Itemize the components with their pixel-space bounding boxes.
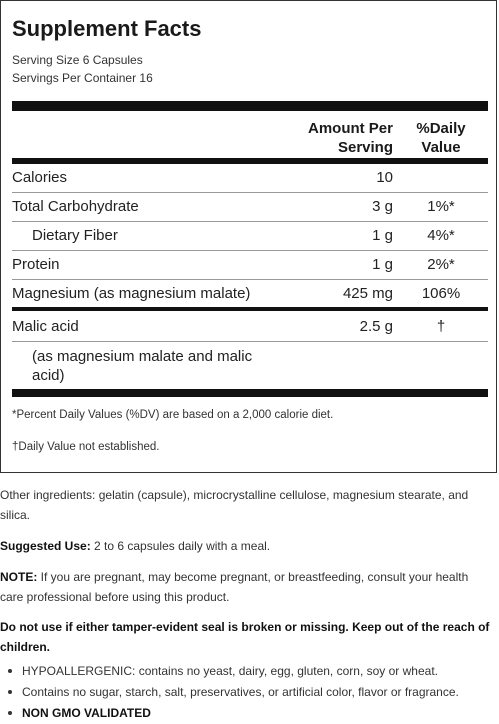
row-dv-protein: 2%* [427,256,455,273]
row-amount-dietary-fiber: 1 g [372,227,393,244]
header-thick-bar [12,158,488,164]
suggested-use-text: 2 to 6 capsules daily with a meal. [90,539,271,553]
malic-acid-source-note: (as magnesium malate and malic acid) [32,348,253,384]
list-item: Contains no sugar, starch, salt, preservatives, or artificial color, flavor or fragrance. [0,682,495,703]
bullet-icon [8,669,12,673]
note-text-line2: care professional before using this product. [0,590,230,604]
top-thick-bar [12,101,488,111]
row-label-magnesium: Magnesium (as magnesium malate) [12,285,251,302]
list-item: NON GMO VALIDATED [0,703,495,724]
servings-per-container: Servings Per Container 16 [12,71,153,85]
row-divider [12,221,488,222]
row-amount-protein: 1 g [372,256,393,273]
pregnancy-note [0,567,495,607]
header-amount-per-serving: Amount Per Serving [307,120,393,156]
row-amount-magnesium: 425 mg [342,285,393,302]
row-amount-malic-acid: 2.5 g [359,318,393,335]
footnote-daily-value-not-established: †Daily Value not established. [12,441,160,453]
row-dv-malic-acid: † [436,318,446,335]
row-label-calories: Calories [12,169,68,186]
row-dv-dietary-fiber: 4%* [427,227,455,244]
footnote-percent-daily-values: *Percent Daily Values (%DV) are based on a 2,000 calorie diet. [12,409,334,421]
note-label: NOTE: [0,570,38,584]
section-thick-bar [12,307,488,311]
row-label-total-carbohydrate: Total Carbohydrate [12,198,139,215]
list-item: HYPOALLERGENIC: contains no yeast, dairy, egg, gluten, corn, soy or wheat. [0,661,495,682]
header-daily-value: %Daily Value [416,120,466,156]
serving-size: Serving Size 6 Capsules [12,53,143,67]
row-amount-total-carbohydrate: 3 g [372,198,393,215]
suggested-use-label: Suggested Use: [0,539,91,553]
panel-title: Supplement Facts [12,16,202,41]
row-label-protein: Protein [12,256,60,273]
row-label-malic-acid: Malic acid [12,318,79,335]
row-divider [12,250,488,251]
other-ingredients: Other ingredients: gelatin (capsule), microcrystalline cellulose, magnesium stearate, and silica. [0,488,469,522]
feature-bullet-list [0,661,495,724]
row-dv-magnesium: 106% [421,285,461,302]
row-divider [12,279,488,280]
tamper-warning: Do not use if either tamper-evident seal is broken or missing. Keep out of the reach of children. [0,620,490,654]
row-divider [12,341,488,342]
row-label-dietary-fiber: Dietary Fiber [32,227,118,244]
row-divider [12,192,488,193]
row-dv-total-carbohydrate: 1%* [427,198,455,215]
bottom-thick-bar [12,389,488,397]
bullet-icon [8,711,12,715]
suggested-use [0,536,495,556]
row-amount-calories: 10 [376,169,393,186]
bullet-icon [8,690,12,694]
note-text-line1: If you are pregnant, may become pregnant, or breastfeeding, consult your health [37,570,469,584]
